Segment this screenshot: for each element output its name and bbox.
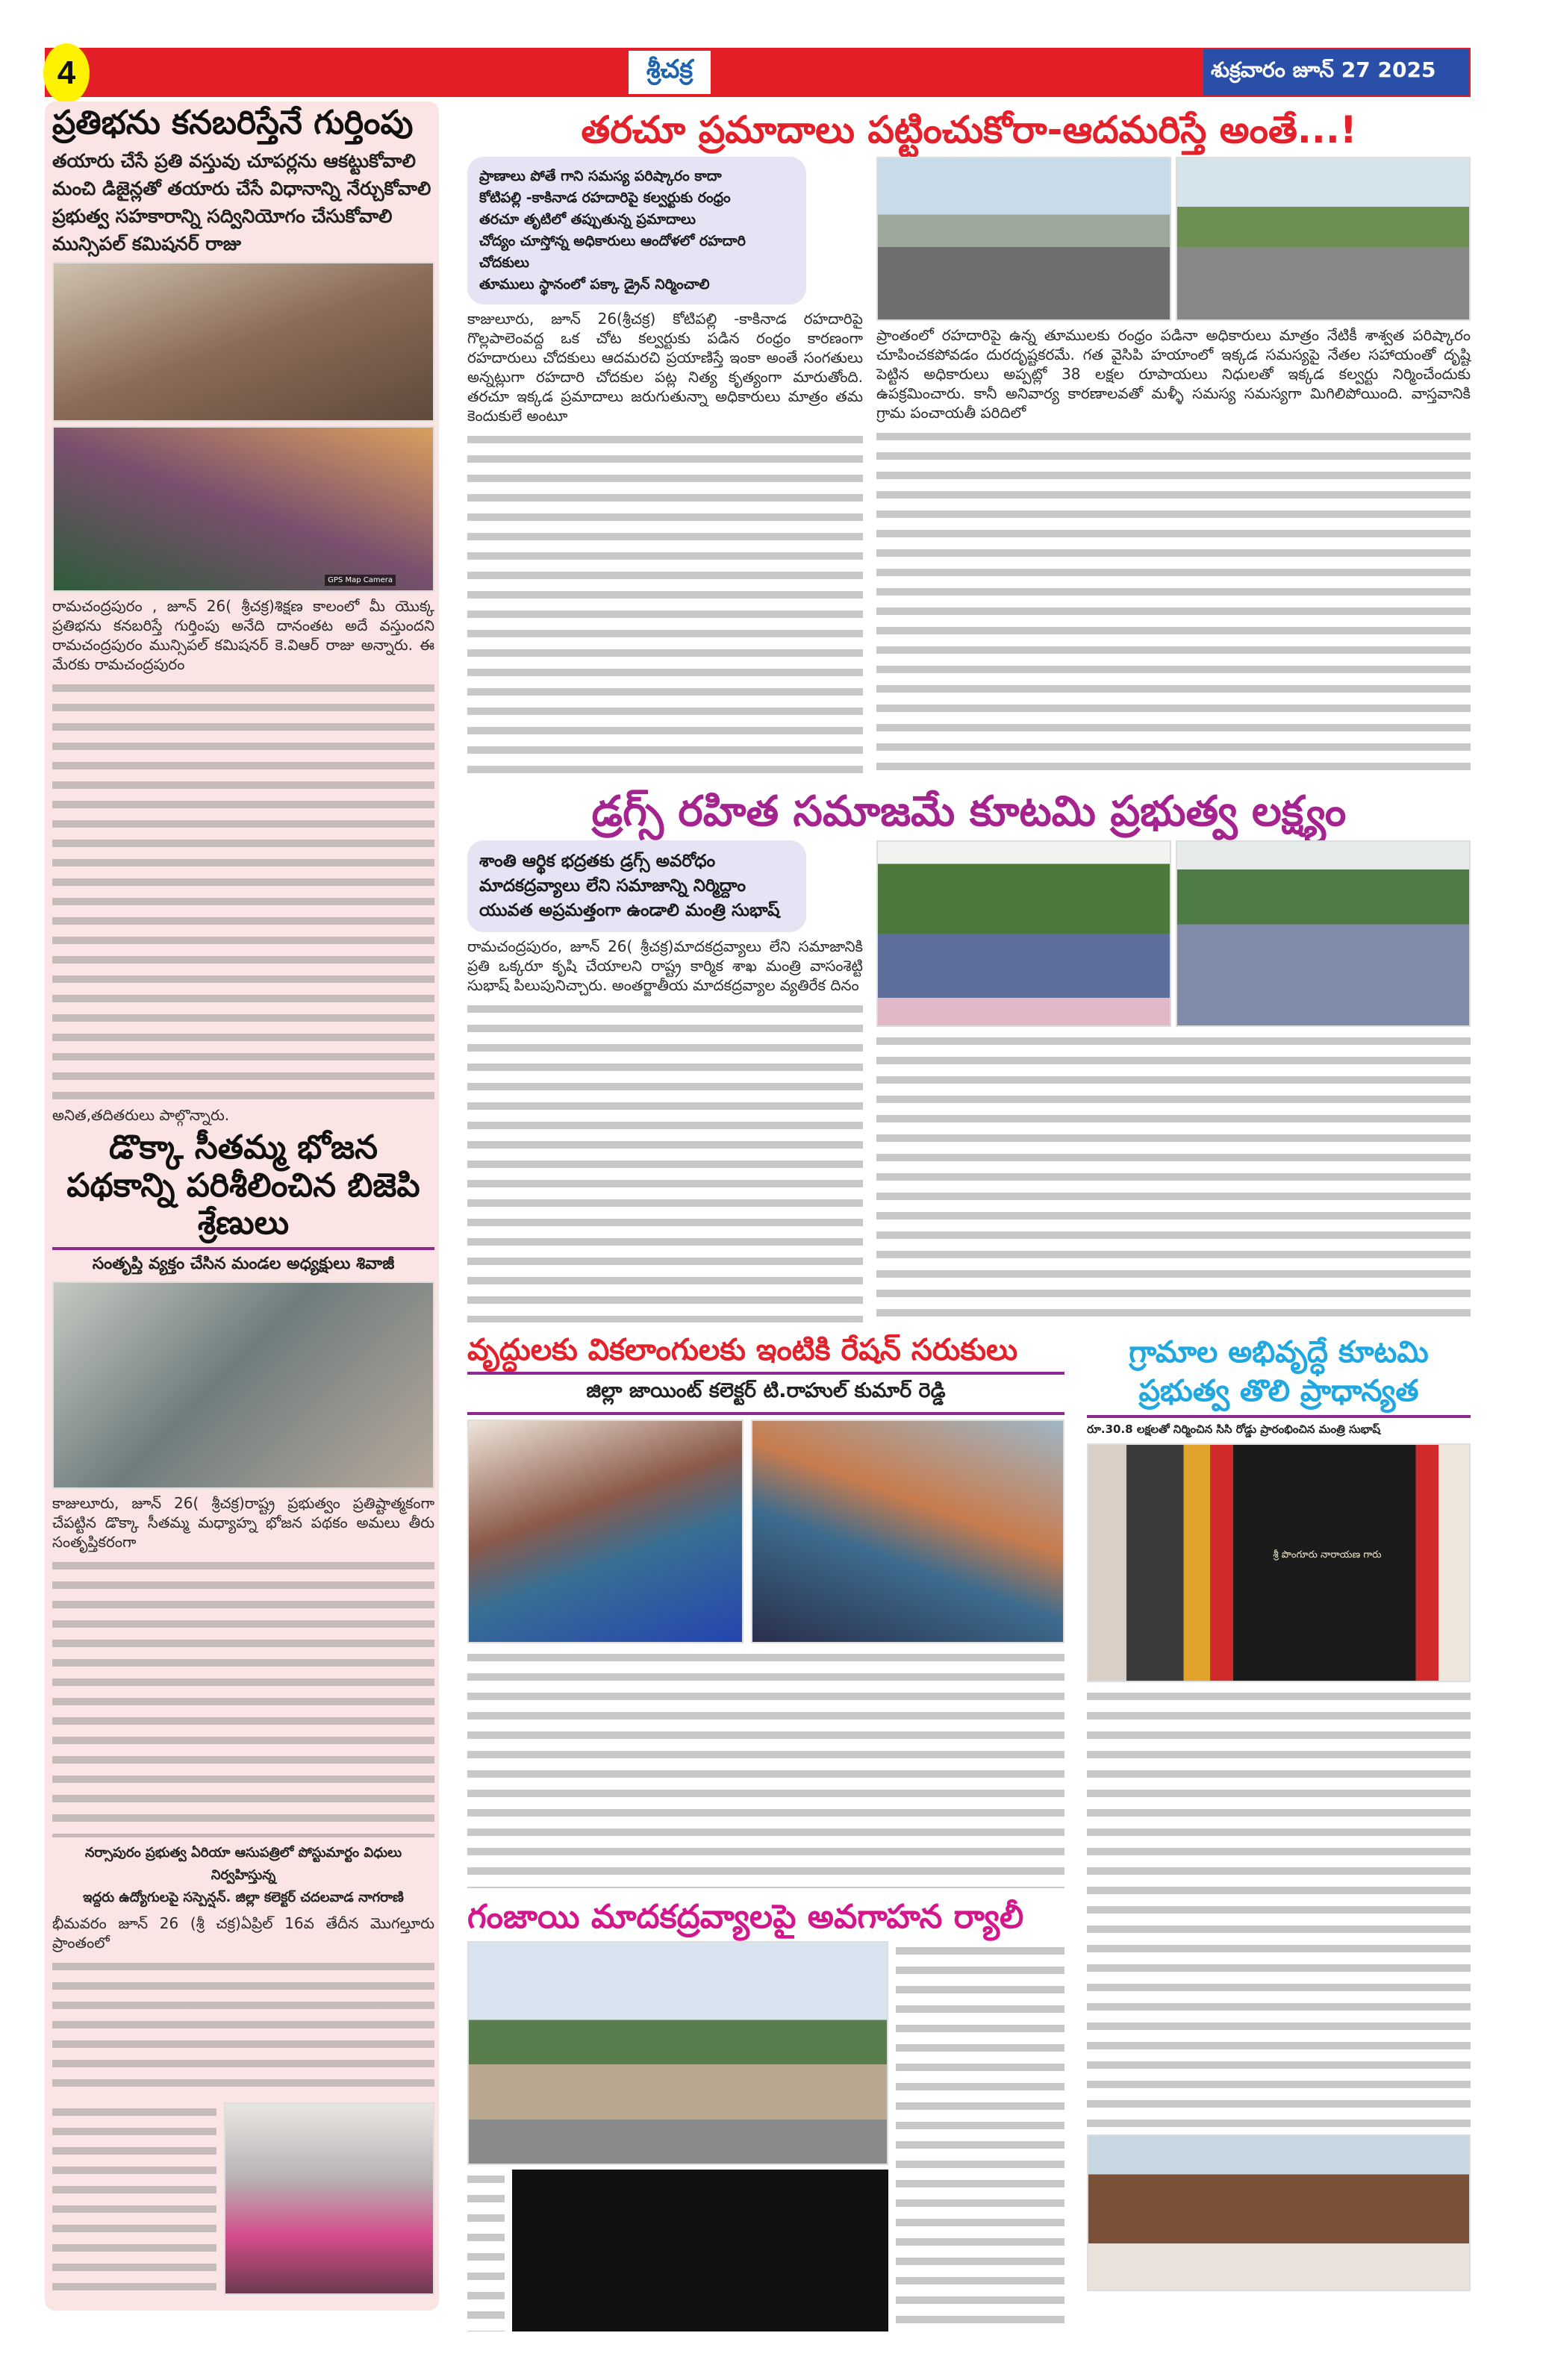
deck-line: తయారు చేసే ప్రతి వస్తువు చూపర్లను ఆకట్టుకోవాలి	[52, 149, 416, 172]
village-subhead: రూ.30.8 లక్షలతో నిర్మించిన సిసి రోడ్డు ప్రారంభించిన మంత్రి సుభాష్	[1087, 1422, 1381, 1436]
rally-photo-1	[876, 840, 1171, 1027]
ration-subhead: జిల్లా జాయింట్ కలెక్టర్ టి.రాహుల్ కుమార్ రెడ్డి	[586, 1379, 946, 1402]
text-continuation	[467, 1648, 1064, 1888]
road-photo-1	[876, 157, 1171, 321]
ration-story	[467, 1333, 1064, 1888]
dokka-subhead: సంతృప్తి వ్యక్తం చేసిన మండల అధ్యక్షులు శివాజీ	[92, 1254, 395, 1273]
ganja-story	[467, 1899, 1064, 2331]
drugs-columns	[467, 840, 1471, 1322]
divider	[1087, 1415, 1471, 1418]
accidents-deck	[467, 157, 806, 304]
ration-photo-2	[751, 1419, 1064, 1643]
ganja-headline: గంజాయి మాదకద్రవ్యాలపై అవగాహన ర్యాలీ	[467, 1898, 1024, 1936]
text-continuation	[467, 430, 863, 781]
accidents-col-2	[876, 157, 1471, 781]
drugs-col-1	[467, 840, 863, 1322]
divider	[467, 1412, 1064, 1415]
talent-body: రామచంద్రపురం , జూన్ 26( శ్రీచక్ర)శిక్షణ కాలంలో మీ యొక్క ప్రతిభను కనబరిస్తే గుర్తింపు అనేది దానంతట అదే వస్తుందని రామచంద్రపురం మున్సిపల్ కమిషనర్ కె.విఆర్ రాజు అన్నారు. ఈ మేరకు రామచంద్రపురం	[52, 596, 434, 673]
talent-headline: ప్రతిభను కనబరిస్తేనే గుర్తింపు	[52, 104, 414, 142]
text-continuation	[896, 1941, 1064, 2331]
text-continuation	[1087, 1687, 1471, 2130]
rally-photos	[876, 840, 1471, 1027]
accidents-body-1: కాజులూరు, జూన్ 26(శ్రీచక్ర) కోటిపల్లి -కాకినాడ రహదారిపై గొల్లపాలెంవద్ద ఒక చోట కల్వర్టుకు పడిన రంధ్రం కారణంగా రహదారులు చోదకులు ఆదమరచి ప్రయాణిస్తే ఇంకా అంతే సంగతులు అన్నట్లుగా రహదారి చోదకుల పట్ల నిత్య కృత్యంగా మారుతోంది. తరచూ ఇక్కడ ప్రమాదాలు జరుగుతున్నా అధికారులు మాత్రం తమ కెందుకులే అంటూ	[467, 309, 863, 425]
divider	[52, 1247, 434, 1250]
accidents-headline: తరచూ ప్రమాదాలు పట్టించుకోరా-ఆదమరిస్తే అంతే...!	[581, 108, 1357, 152]
village-story	[1087, 1333, 1471, 2291]
left-column-flow	[52, 104, 434, 2295]
deck-line: కోటిపల్లి -కాకినాడ రహదారిపై కల్వర్టుకు రంధ్రం	[479, 189, 731, 206]
divider	[467, 1372, 1064, 1375]
ration-photo-1	[467, 1419, 744, 1643]
dokka-headline: డొక్కా సీతమ్మ భోజన పథకాన్ని పరిశీలించిన బిజెపి శ్రేణులు	[66, 1128, 420, 1243]
deck-line: మంచి డిజైన్లతో తయారు చేసే విధానాన్ని నేర్చుకోవాలి	[52, 177, 431, 199]
collector-photo	[224, 2102, 434, 2295]
issue-date: శుక్రవారం జూన్ 27 2025	[1203, 49, 1469, 96]
suspension-headline	[52, 1842, 434, 1909]
text-continuation	[467, 999, 863, 1322]
ganja-col-1	[467, 1941, 888, 2331]
talent-deck	[52, 147, 434, 257]
deck-line: శాంతి ఆర్థిక భద్రతకు డ్రగ్స్ అవరోధం	[479, 852, 716, 872]
road-photo-2	[1176, 157, 1471, 321]
text-continuation	[52, 678, 434, 1101]
accidents-columns	[467, 157, 1471, 781]
talent-tail: అనిత,తదితరులు పాల్గొన్నారు.	[52, 1105, 230, 1124]
drugs-story	[467, 788, 1471, 1322]
deck-line: తూములు స్థానంలో పక్కా డ్రైన్ నిర్మించాలి	[479, 275, 710, 293]
accidents-story	[467, 109, 1471, 781]
page-number: 4	[43, 43, 90, 103]
deck-line: ప్రాణాలు పోతే గాని సమస్య పరిష్కారం కాదా	[479, 167, 722, 184]
deck-line: యువత అప్రమత్తంగా ఉండాలి మంత్రి సుభాష్	[479, 901, 780, 921]
deck-line: చోద్యం చూస్తోన్న అధికారులు ఆందోళలో రహదారి చోదకులు	[479, 232, 746, 271]
bottom-left-row	[52, 2102, 434, 2295]
village-headline: గ్రామాల అభివృద్ధే కూటమి ప్రభుత్వ తొలి ప్రాధాన్యత	[1129, 1335, 1429, 1408]
deck-line: తరచూ తృటిలో తప్పుతున్న ప్రమాదాలు	[479, 210, 696, 228]
drugs-col-2	[876, 840, 1471, 1322]
minister-photo	[1087, 2134, 1471, 2291]
ration-headline: వృద్ధులకు వికలాంగులకు ఇంటికి రేషన్ సరుకులు	[467, 1333, 1018, 1367]
newspaper-logo: శ్రీచక్ర	[629, 51, 711, 94]
dokka-body: కాజులూరు, జూన్ 26( శ్రీచక్ర)రాష్ట్ర ప్రభుత్వం ప్రతిష్టాత్మకంగా చేపట్టిన డొక్కా సీతమ్మ మధ్యాహ్న భోజన పథకం అమలు తీరు సంతృప్తికరంగా	[52, 1493, 434, 1551]
rally-photo-2	[1176, 840, 1471, 1027]
training-photo-1	[52, 262, 434, 422]
ganja-columns	[467, 1941, 1064, 2331]
headline-line: ఇద్దరు ఉద్యోగులపై సస్పెన్షన్. జిల్లా కలెక్టర్ చదలవాడ నాగరాణి	[83, 1890, 404, 1906]
suspension-body: భీమవరం జూన్ 26 (శ్రీ చక్ర)ఏప్రిల్ 16వ తేదీన మొగల్తూరు ప్రాంతంలో	[52, 1914, 434, 1952]
plaque-text: శ్రీ పొంగూరు నారాయణ గారు	[1273, 1549, 1382, 1561]
text-continuation	[52, 1556, 434, 1838]
redacted-block	[512, 2170, 888, 2331]
meal-scheme-photo	[52, 1281, 434, 1489]
road-photos	[876, 157, 1471, 321]
drugs-body: రామచంద్రపురం, జూన్ 26( శ్రీచక్ర)మాదకద్రవ్యాలు లేని సమాజానికి ప్రతి ఒక్కరూ కృషి చేయాలని రాష్ట్ర కార్మిక శాఖ మంత్రి వాసంశెట్టి సుభాష్ పిలుపునిచ్చారు. అంతర్జాతీయ మాదకద్రవ్యాల వ్యతిరేక దినం	[467, 937, 863, 995]
text-continuation	[876, 1031, 1471, 1322]
text-continuation	[876, 427, 1471, 781]
deck-line: మున్సిపల్ కమిషనర్ రాజు	[52, 232, 241, 254]
ration-photos	[467, 1419, 1064, 1643]
training-photo-2	[52, 426, 434, 592]
plaque-unveiling-photo	[1087, 1443, 1471, 1682]
accidents-body-2: ప్రాంతంలో రహదారిపై ఉన్న తూములకు రంధ్రం పడినా అధికారులు మాత్రం నేటికీ శాశ్వత పరిష్కారం చూపించకపోవడం దురదృష్టకరమే. గత వైసిపి హయాంలో ఇక్కడ సమస్యపై నేతల సహాయంతో దృష్టి పెట్టిన అధికారులు అప్పట్లో 38 లక్షల రూపాయలు నిధులతో ఇక్కడ కల్వర్టు నిర్మించేందుకు ఉపక్రమించారు. కానీ అనివార్య కారణాలవతో మళ్ళీ సమస్య సమస్యగా మిగిలిపోయింది. వాస్తవానికి గ్రామ పంచాయతీ పరిదిలో	[876, 325, 1471, 422]
text-continuation	[52, 2102, 216, 2295]
headline-line: నర్సాపురం ప్రభుత్వ ఏరియా ఆసుపత్రిలో పోస్టుమార్టం విధులు నిర్వహిస్తున్న	[84, 1845, 402, 1884]
text-continuation	[52, 1957, 434, 2098]
deck-line: ప్రభుత్వ సహకారాన్ని సద్వినియోగం చేసుకోవాలి	[52, 204, 393, 227]
ganja-bottom-row	[467, 2170, 888, 2331]
deck-line: మాదకద్రవ్యాలు లేని సమాజాన్ని నిర్మిద్దాం	[479, 876, 746, 896]
drugs-headline: డ్రగ్స్ రహిత సమాజమే కూటమి ప్రభుత్వ లక్ష్యం	[591, 787, 1347, 836]
accidents-col-1	[467, 157, 863, 781]
drugs-deck	[467, 840, 806, 932]
awareness-rally-photo	[467, 1941, 888, 2165]
photo-caption: GPS Map Camera	[325, 575, 396, 586]
text-continuation	[467, 2170, 505, 2331]
